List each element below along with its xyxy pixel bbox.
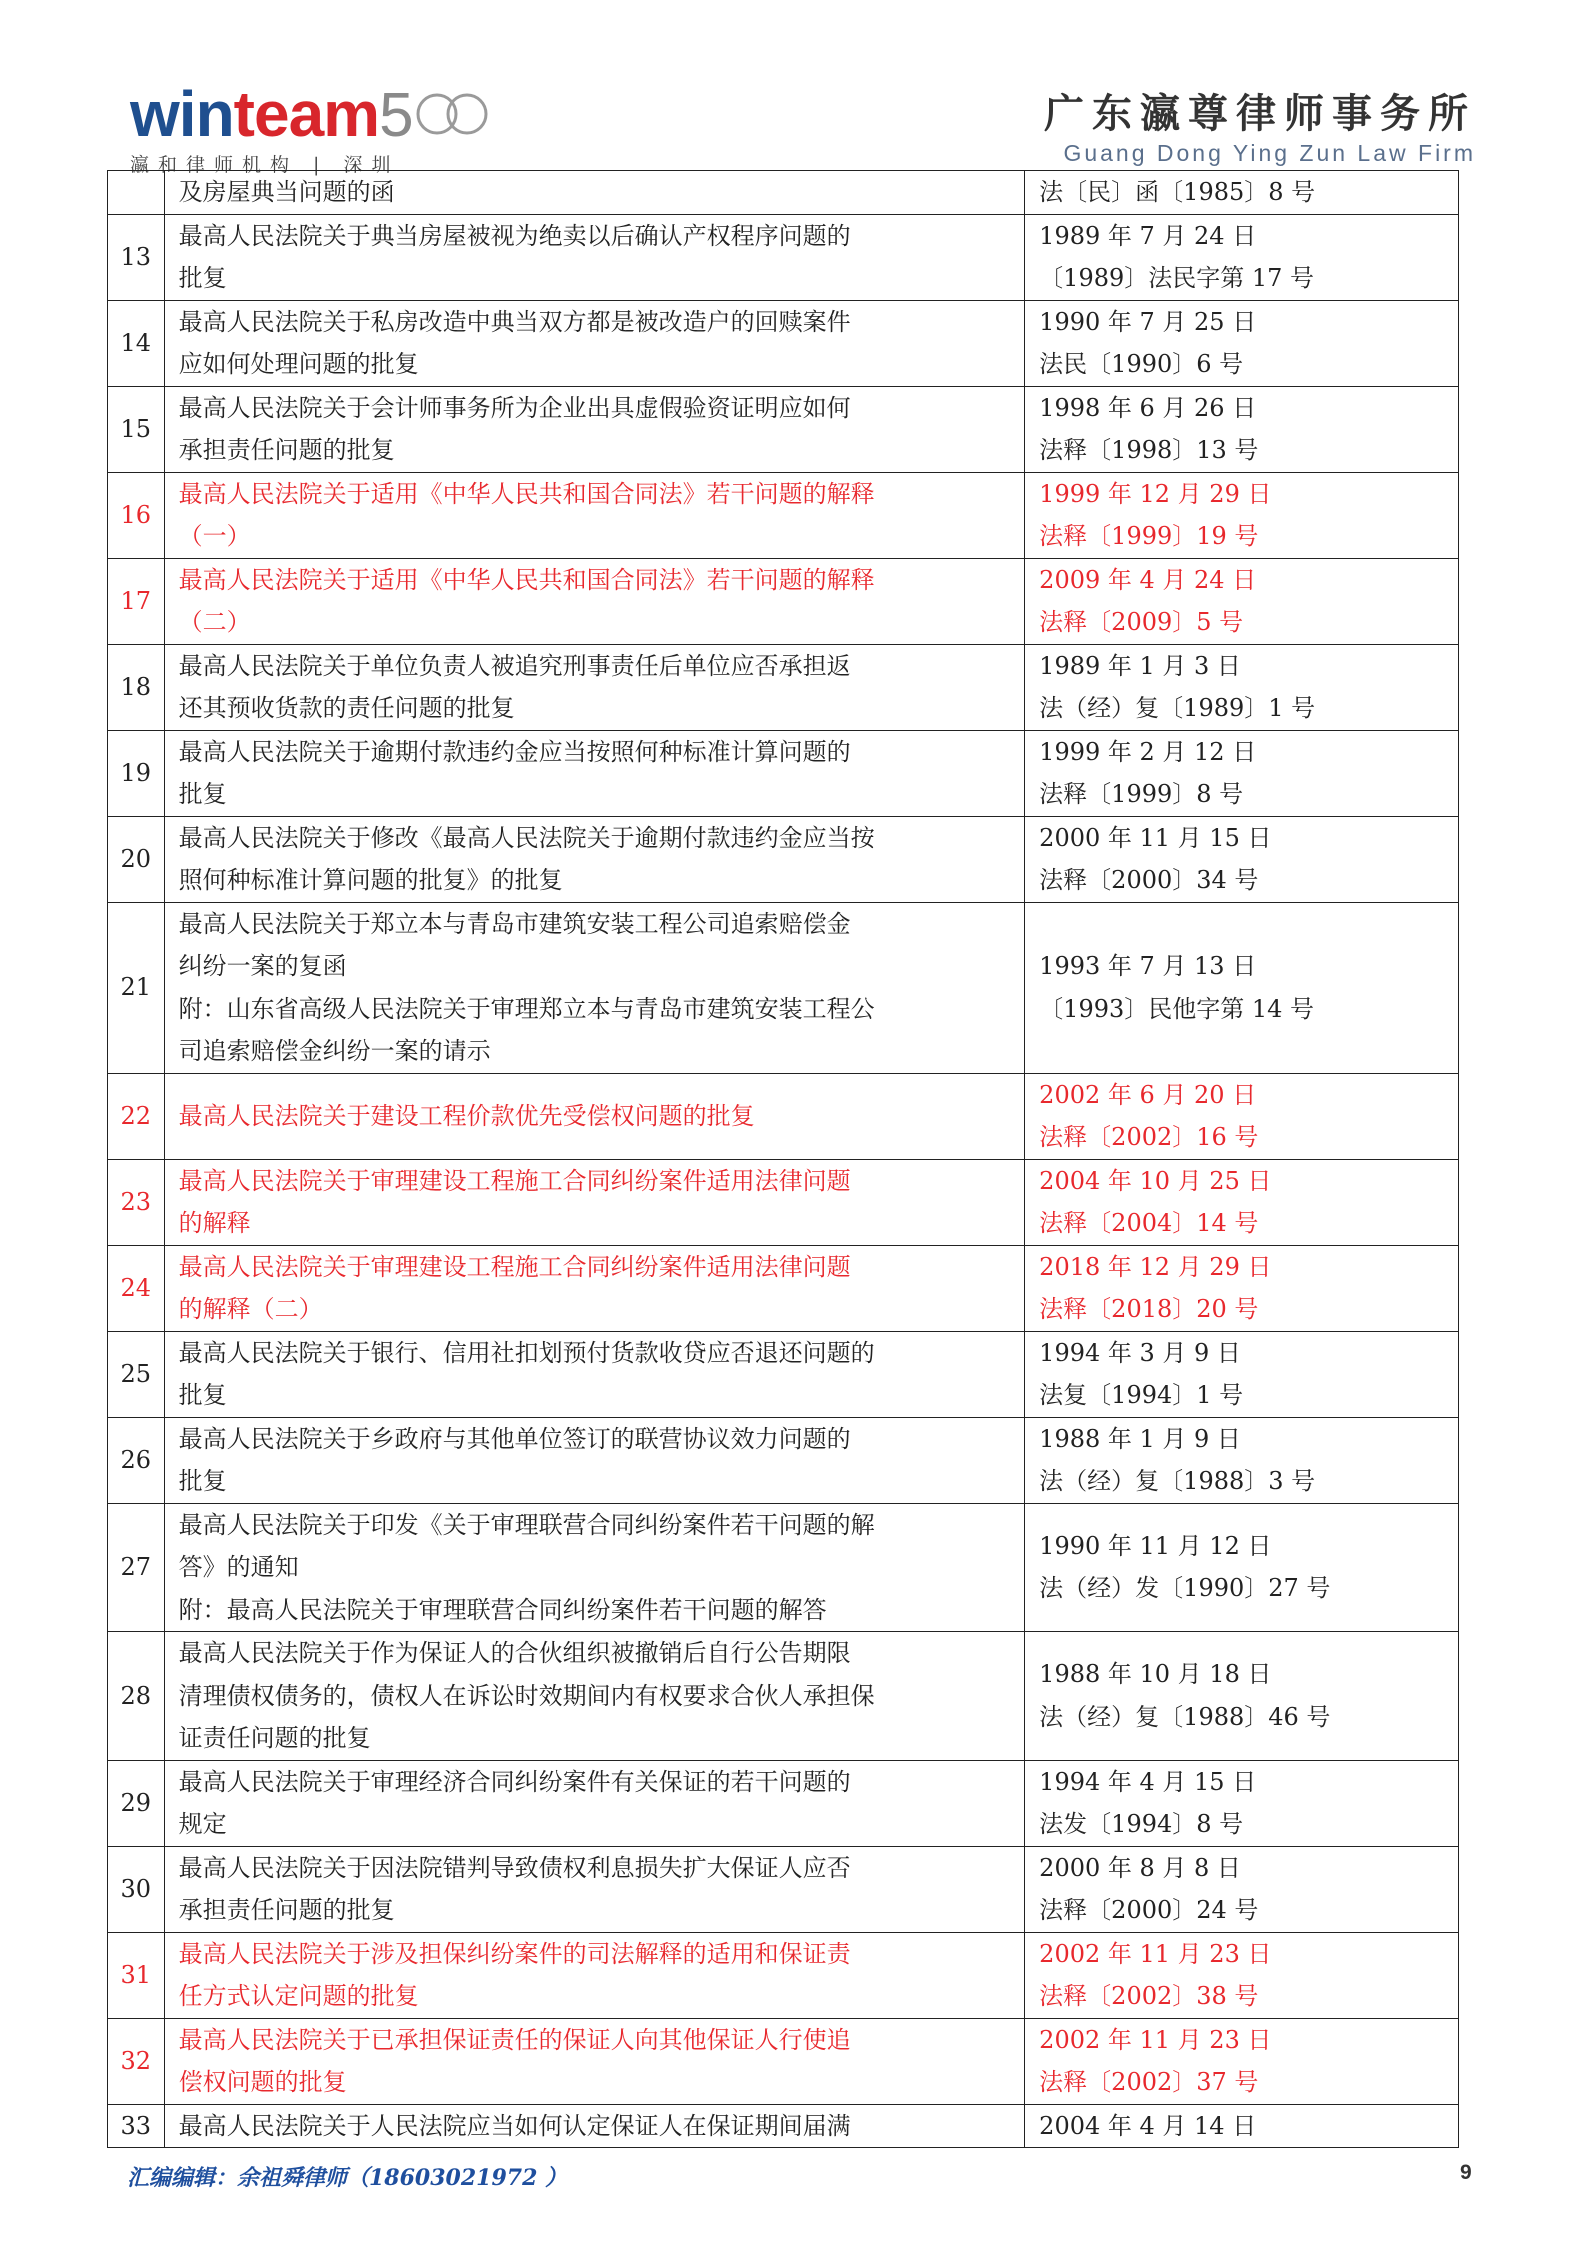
document-title	[164, 171, 1025, 215]
issue-date-and-doc-number	[1025, 1073, 1459, 1159]
document-title	[164, 1846, 1025, 1932]
row-number: 32	[108, 2018, 165, 2104]
issue-date-and-doc-number	[1025, 386, 1459, 472]
document-title	[164, 1503, 1025, 1632]
row-number: 19	[108, 730, 165, 816]
title-line: 批复	[178, 264, 227, 292]
title-line: 还其预收货款的责任问题的批复	[178, 694, 515, 722]
title-line: 最高人民法院关于典当房屋被视为绝卖以后确认产权程序问题的	[178, 221, 851, 250]
title-line: 承担责任问题的批复	[178, 1896, 395, 1924]
document-title	[164, 1417, 1025, 1503]
date-line: 1994 年 3 月 9 日	[1039, 1338, 1241, 1367]
date-line: 法释〔2002〕38 号	[1039, 1982, 1259, 2010]
issue-date-and-doc-number	[1025, 1846, 1459, 1932]
date-line: 法释〔1999〕8 号	[1039, 780, 1244, 808]
title-line: 最高人民法院关于审理建设工程施工合同纠纷案件适用法律问题	[178, 1252, 851, 1281]
document-title	[164, 1632, 1025, 1761]
title-line: 任方式认定问题的批复	[178, 1982, 419, 2010]
table-row	[108, 1331, 1459, 1417]
title-line: 最高人民法院关于私房改造中典当双方都是被改造户的回赎案件	[178, 307, 851, 336]
logo-number: 5	[379, 81, 413, 150]
document-title	[164, 816, 1025, 902]
issue-date-and-doc-number	[1025, 472, 1459, 558]
date-line: 1988 年 1 月 9 日	[1039, 1424, 1241, 1453]
date-line: 2002 年 11 月 23 日	[1039, 1939, 1272, 1968]
title-line: 最高人民法院关于修改《最高人民法院关于逾期付款违约金应当按	[178, 823, 875, 852]
title-line: 最高人民法院关于郑立本与青岛市建筑安装工程公司追索赔偿金	[178, 909, 851, 938]
table-row	[108, 1760, 1459, 1846]
table-row	[108, 386, 1459, 472]
date-line: 1989 年 7 月 24 日	[1039, 221, 1257, 250]
document-title	[164, 2104, 1025, 2148]
date-line: 法释〔2000〕34 号	[1039, 866, 1259, 894]
document-title	[164, 1245, 1025, 1331]
logo-word-win: win	[130, 78, 234, 150]
table-row	[108, 902, 1459, 1073]
issue-date-and-doc-number	[1025, 1932, 1459, 2018]
date-line: 1989 年 1 月 3 日	[1039, 651, 1241, 680]
document-title	[164, 300, 1025, 386]
table-row	[108, 1932, 1459, 2018]
table-row	[108, 171, 1459, 215]
row-number: 23	[108, 1159, 165, 1245]
page-number: 9	[1460, 2161, 1472, 2184]
date-line: 2000 年 8 月 8 日	[1039, 1853, 1241, 1882]
document-title	[164, 558, 1025, 644]
logo-word-team: team	[233, 78, 380, 150]
title-line: 最高人民法院关于人民法院应当如何认定保证人在保证期间届满	[178, 2111, 851, 2140]
row-number: 33	[108, 2104, 165, 2148]
title-line: 最高人民法院关于逾期付款违约金应当按照何种标准计算问题的	[178, 737, 851, 766]
title-line: 最高人民法院关于会计师事务所为企业出具虚假验资证明应如何	[178, 393, 851, 422]
title-line: 附：山东省高级人民法院关于审理郑立本与青岛市建筑安装工程公	[178, 994, 875, 1023]
issue-date-and-doc-number	[1025, 214, 1459, 300]
table-row	[108, 558, 1459, 644]
row-number: 28	[108, 1632, 165, 1761]
row-number: 20	[108, 816, 165, 902]
title-line: 应如何处理问题的批复	[178, 350, 419, 378]
document-title	[164, 730, 1025, 816]
row-number: 29	[108, 1760, 165, 1846]
date-line: 2002 年 6 月 20 日	[1039, 1080, 1257, 1109]
issue-date-and-doc-number	[1025, 2104, 1459, 2148]
title-line: 最高人民法院关于适用《中华人民共和国合同法》若干问题的解释	[178, 565, 875, 594]
row-number: 27	[108, 1503, 165, 1632]
issue-date-and-doc-number	[1025, 558, 1459, 644]
title-line: 最高人民法院关于印发《关于审理联营合同纠纷案件若干问题的解	[178, 1510, 875, 1539]
issue-date-and-doc-number	[1025, 1331, 1459, 1417]
title-line: 最高人民法院关于已承担保证责任的保证人向其他保证人行使追	[178, 2025, 851, 2054]
table-row	[108, 214, 1459, 300]
title-line: 最高人民法院关于审理建设工程施工合同纠纷案件适用法律问题	[178, 1166, 851, 1195]
winteam-logo	[130, 78, 495, 177]
date-line: 2009 年 4 月 24 日	[1039, 565, 1257, 594]
title-line: 最高人民法院关于因法院错判导致债权利息损失扩大保证人应否	[178, 1853, 851, 1882]
firm-name-en: Guang Dong Ying Zun Law Firm	[1063, 140, 1476, 166]
title-line: 规定	[178, 1810, 227, 1838]
footer-compiler: 汇编编辑：余祖舜律师（18603021972 ）	[127, 2165, 568, 2191]
title-line: 批复	[178, 1467, 227, 1495]
date-line: 1998 年 6 月 26 日	[1039, 393, 1257, 422]
table-row	[108, 1245, 1459, 1331]
title-line: 最高人民法院关于审理经济合同纠纷案件有关保证的若干问题的	[178, 1767, 851, 1796]
date-line: 法释〔2002〕16 号	[1039, 1123, 1259, 1151]
issue-date-and-doc-number	[1025, 902, 1459, 1073]
law-list-body	[108, 171, 1459, 2148]
row-number: 15	[108, 386, 165, 472]
row-number	[108, 171, 165, 215]
date-line: 1990 年 11 月 12 日	[1039, 1531, 1272, 1560]
document-title	[164, 1159, 1025, 1245]
row-number: 18	[108, 644, 165, 730]
date-line: 法（经）复〔1988〕46 号	[1039, 1702, 1331, 1731]
title-line: 的解释（二）	[178, 1295, 323, 1323]
table-row	[108, 644, 1459, 730]
title-line: 附：最高人民法院关于审理联营合同纠纷案件若干问题的解答	[178, 1595, 827, 1624]
title-line: 及房屋典当问题的函	[178, 178, 395, 206]
law-list-table	[107, 170, 1459, 2148]
table-row	[108, 472, 1459, 558]
table-row	[108, 1073, 1459, 1159]
issue-date-and-doc-number	[1025, 1632, 1459, 1761]
date-line: 法〔民〕函〔1985〕8 号	[1039, 178, 1316, 206]
title-line: （一）	[178, 522, 251, 550]
issue-date-and-doc-number	[1025, 2018, 1459, 2104]
title-line: 最高人民法院关于适用《中华人民共和国合同法》若干问题的解释	[178, 479, 875, 508]
title-line: （二）	[178, 608, 251, 636]
date-line: 法释〔2000〕24 号	[1039, 1896, 1259, 1924]
date-line: 〔1993〕民他字第 14 号	[1039, 994, 1315, 1023]
date-line: 1999 年 12 月 29 日	[1039, 479, 1272, 508]
document-title	[164, 214, 1025, 300]
logo-rings-icon	[415, 82, 495, 142]
table-row	[108, 2104, 1459, 2148]
issue-date-and-doc-number	[1025, 730, 1459, 816]
date-line: 法释〔1999〕19 号	[1039, 522, 1259, 550]
row-number: 16	[108, 472, 165, 558]
issue-date-and-doc-number	[1025, 1503, 1459, 1632]
row-number: 24	[108, 1245, 165, 1331]
title-line: 照何种标准计算问题的批复》的批复	[178, 866, 563, 894]
table-row	[108, 1417, 1459, 1503]
title-line: 承担责任问题的批复	[178, 436, 395, 464]
document-title	[164, 644, 1025, 730]
document-title	[164, 472, 1025, 558]
date-line: 法释〔2018〕20 号	[1039, 1295, 1259, 1323]
title-line: 清理债权债务的，债权人在诉讼时效期间内有权要求合伙人承担保	[178, 1681, 875, 1710]
date-line: 法释〔1998〕13 号	[1039, 436, 1259, 464]
row-number: 30	[108, 1846, 165, 1932]
logo-wordmark	[130, 78, 495, 150]
date-line: 1988 年 10 月 18 日	[1039, 1660, 1272, 1689]
date-line: 法释〔2009〕5 号	[1039, 608, 1244, 636]
issue-date-and-doc-number	[1025, 1245, 1459, 1331]
issue-date-and-doc-number	[1025, 816, 1459, 902]
title-line: 纠纷一案的复函	[178, 952, 347, 980]
table-row	[108, 1846, 1459, 1932]
row-number: 25	[108, 1331, 165, 1417]
title-line: 最高人民法院关于建设工程价款优先受偿权问题的批复	[178, 1101, 755, 1130]
row-number: 17	[108, 558, 165, 644]
date-line: 〔1989〕法民字第 17 号	[1039, 264, 1315, 292]
table-row	[108, 1503, 1459, 1632]
title-line: 最高人民法院关于作为保证人的合伙组织被撤销后自行公告期限	[178, 1639, 851, 1667]
document-title	[164, 2018, 1025, 2104]
document-title	[164, 1331, 1025, 1417]
row-number: 22	[108, 1073, 165, 1159]
title-line: 批复	[178, 780, 227, 808]
logo-tagline: 瀛和律师机构 | 深圳	[130, 154, 400, 176]
page-header	[0, 0, 1586, 176]
date-line: 1994 年 4 月 15 日	[1039, 1767, 1257, 1796]
date-line: 法（经）发〔1990〕27 号	[1039, 1574, 1331, 1603]
title-line: 最高人民法院关于银行、信用社扣划预付货款收贷应否退还问题的	[178, 1338, 875, 1367]
date-line: 法释〔2004〕14 号	[1039, 1209, 1259, 1237]
date-line: 法发〔1994〕8 号	[1039, 1810, 1244, 1838]
date-line: 2002 年 11 月 23 日	[1039, 2025, 1272, 2054]
issue-date-and-doc-number	[1025, 1760, 1459, 1846]
firm-name-cn: 广东瀛尊律师事务所	[1044, 90, 1476, 137]
date-line: 2000 年 11 月 15 日	[1039, 823, 1272, 852]
issue-date-and-doc-number	[1025, 171, 1459, 215]
title-line: 最高人民法院关于涉及担保纠纷案件的司法解释的适用和保证责	[178, 1939, 851, 1968]
document-title	[164, 1760, 1025, 1846]
date-line: 法释〔2002〕37 号	[1039, 2068, 1259, 2096]
firm-logo	[1044, 92, 1476, 167]
row-number: 26	[108, 1417, 165, 1503]
issue-date-and-doc-number	[1025, 644, 1459, 730]
title-line: 最高人民法院关于单位负责人被追究刑事责任后单位应否承担返	[178, 651, 851, 680]
issue-date-and-doc-number	[1025, 1417, 1459, 1503]
date-line: 2004 年 4 月 14 日	[1039, 2111, 1257, 2140]
table-row	[108, 1632, 1459, 1761]
title-line: 最高人民法院关于乡政府与其他单位签订的联营协议效力问题的	[178, 1424, 851, 1453]
date-line: 法复〔1994〕1 号	[1039, 1381, 1244, 1409]
document-title	[164, 902, 1025, 1073]
table-row	[108, 300, 1459, 386]
table-row	[108, 2018, 1459, 2104]
date-line: 法（经）复〔1988〕3 号	[1039, 1467, 1316, 1495]
row-number: 31	[108, 1932, 165, 2018]
title-line: 批复	[178, 1381, 227, 1409]
document-title	[164, 1073, 1025, 1159]
row-number: 13	[108, 214, 165, 300]
date-line: 1993 年 7 月 13 日	[1039, 952, 1257, 980]
date-line: 2004 年 10 月 25 日	[1039, 1166, 1272, 1195]
title-line: 司追索赔偿金纠纷一案的请示	[178, 1037, 491, 1065]
title-line: 偿权问题的批复	[178, 2068, 347, 2096]
document-title	[164, 386, 1025, 472]
date-line: 法民〔1990〕6 号	[1039, 350, 1244, 378]
table-row	[108, 816, 1459, 902]
issue-date-and-doc-number	[1025, 1159, 1459, 1245]
title-line: 证责任问题的批复	[178, 1724, 371, 1752]
date-line: 法（经）复〔1989〕1 号	[1039, 694, 1316, 722]
title-line: 的解释	[178, 1209, 251, 1237]
table-row	[108, 730, 1459, 816]
issue-date-and-doc-number	[1025, 300, 1459, 386]
table-row	[108, 1159, 1459, 1245]
date-line: 2018 年 12 月 29 日	[1039, 1252, 1272, 1281]
document-title	[164, 1932, 1025, 2018]
row-number: 21	[108, 902, 165, 1073]
title-line: 答》的通知	[178, 1553, 299, 1581]
date-line: 1999 年 2 月 12 日	[1039, 737, 1257, 766]
date-line: 1990 年 7 月 25 日	[1039, 307, 1257, 336]
row-number: 14	[108, 300, 165, 386]
